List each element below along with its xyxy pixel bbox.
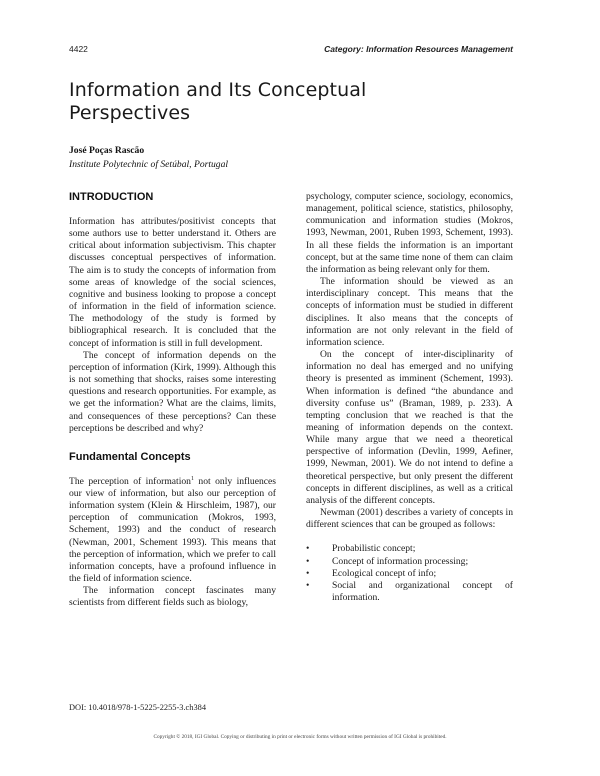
bullet-icon: •	[306, 567, 310, 579]
fundamental-paragraph-1	[69, 476, 276, 585]
interdisciplinarity-paragraph: On the concept of inter-disciplinarity of information no deal has emerged and no unifying theory is presented as imminent (Schement, 1993). When information is defined “the abundance and diversity confuse us” (Braman, 1989, p. 233). A tempting conclusion that we reached is that the meaning of information depends on the context. While many argue that we need a theoretical perspective of information (Devlin, 1999, Aefiner, 1999, Newman, 2001). We do not intend to define a theoretical perspective, but only present the different concepts in different disciplines, as well as a critical analysis of the different concepts.	[306, 349, 513, 506]
fundamental-paragraph-2: The information concept fascinates many scientists from different fields such as biology,	[69, 585, 276, 609]
title-line-1: Information and Its Conceptual	[69, 79, 367, 101]
intro-paragraph-1: Information has attributes/positivist concepts that some authors use to better understand it. Others are critical about information subjectivism. This chapter discusses conceptual perspectives of information. The aim is to study the concepts of information from some areas of knowledge of the social sciences, cognitive and business looking to propose a concept of information in the field of information science. The methodology of the study is formed by bibliographical research. It is concluded that the concept of information is still in full development.	[69, 216, 276, 349]
list-item	[306, 543, 513, 555]
interdisciplinary-paragraph: The information should be viewed as an interdisciplinary concept. This means that the concepts of information must be studied in different disciplines. It also means that the concepts of information are not only relevant in the field of information science.	[306, 276, 513, 348]
fundamental-concepts-heading: Fundamental Concepts	[69, 450, 191, 463]
title-line-2: Perspectives	[69, 102, 191, 124]
running-header-category: Category: Information Resources Management	[324, 44, 513, 54]
doi-text: DOI: 10.4018/978-1-5225-2255-3.ch384	[69, 703, 207, 712]
left-column	[69, 190, 276, 610]
list-item-text: Probabilistic concept;	[332, 543, 416, 555]
list-item	[306, 568, 513, 580]
list-item-text: Concept of information processing;	[332, 555, 469, 567]
continued-paragraph: psychology, computer science, sociology, economics, management, political science, statistics, philosophy, communication and information studies (Mokros, 1993, Newman, 2001, Ruben 1993, Schement, 1993). In all these fields the information is an important concept, but at the same time none of them can claim the information as being relevant only for them.	[306, 191, 513, 275]
concepts-list	[306, 543, 513, 604]
footnote-marker: 1	[190, 475, 194, 482]
list-item-text: Ecological concept of info;	[332, 567, 437, 579]
page-number: 4422	[69, 44, 88, 54]
introduction-heading: INTRODUCTION	[69, 191, 154, 203]
bullet-icon: •	[306, 555, 310, 567]
right-column	[306, 191, 513, 604]
bullet-icon: •	[306, 543, 310, 555]
list-item	[306, 580, 513, 604]
copyright-notice: Copyright © 2018, IGI Global. Copying or distributing in print or electronic forms without written permission of IGI Global is prohibited.	[153, 734, 447, 740]
fundamental-p1-start: The perception of information	[69, 475, 191, 487]
fundamental-p1-rest: not only influences our view of information, but also our perception of information system (Klein & Hirschleim, 1987), our perception of communication (Mokros, 1993, Schement, 1993) and the conduct of research (Newman, 2001, Schement 1993). This means that the perception of information, which we prefer to call information concepts, have a profound influence in the field of information science.	[69, 475, 277, 585]
list-item-text: Social and organizational concept of information.	[332, 579, 513, 603]
intro-paragraph-2: The concept of information depends on the perception of information (Kirk, 1999). Although this is not something that shocks, raises some interesting questions and research opportunities. For example, as we get the information? What are the claims, limits, and consequences of these perceptions? Can these perceptions be described and why?	[69, 349, 276, 434]
list-item	[306, 556, 513, 568]
author-affiliation: Institute Polytechnic of Setúbal, Portugal	[69, 159, 229, 170]
article-title	[69, 79, 529, 125]
author-name: José Poças Rascão	[69, 145, 145, 156]
newman-paragraph: Newman (2001) describes a variety of concepts in different sciences that can be grouped as follows:	[306, 507, 513, 531]
bullet-icon: •	[306, 579, 310, 591]
